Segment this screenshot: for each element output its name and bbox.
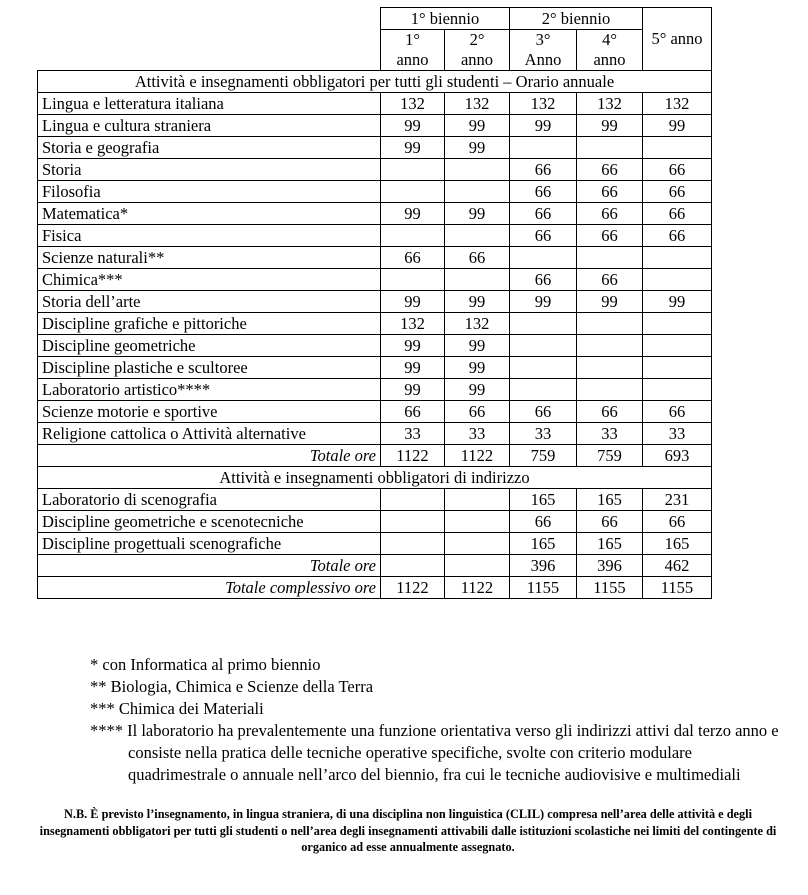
header-year-1: 1° anno: [381, 30, 445, 71]
hours-cell: 462: [643, 555, 712, 577]
table-row: [38, 313, 712, 335]
hours-cell: 99: [445, 357, 510, 379]
hours-cell: 99: [445, 115, 510, 137]
header-blank-cell: [38, 8, 381, 71]
hours-cell: [577, 379, 643, 401]
header-fifth-year: 5° anno: [643, 8, 712, 71]
hours-cell: 99: [381, 357, 445, 379]
table-row: [38, 291, 712, 313]
hours-cell: 66: [577, 203, 643, 225]
hours-cell: 66: [510, 203, 577, 225]
hours-cell: [445, 225, 510, 247]
total-row: [38, 445, 712, 467]
hours-cell: [381, 181, 445, 203]
hours-cell: 66: [577, 401, 643, 423]
hours-cell: 165: [510, 489, 577, 511]
hours-cell: 66: [510, 159, 577, 181]
hours-cell: 99: [510, 291, 577, 313]
subject-name: Discipline geometriche e scenotecniche: [38, 511, 381, 533]
table-row: [38, 225, 712, 247]
table-row: [38, 379, 712, 401]
hours-cell: 66: [381, 401, 445, 423]
hours-cell: 132: [643, 93, 712, 115]
hours-cell: 66: [510, 401, 577, 423]
hours-cell: 99: [381, 203, 445, 225]
table-row: [38, 203, 712, 225]
table-row: [38, 511, 712, 533]
subject-name: Storia e geografia: [38, 137, 381, 159]
hours-cell: 396: [577, 555, 643, 577]
hours-cell: 99: [643, 291, 712, 313]
header-second-biennium: 2° biennio: [510, 8, 643, 30]
grand-total-label: Totale complessivo ore: [38, 577, 381, 599]
hours-cell: [643, 335, 712, 357]
table-row: [38, 401, 712, 423]
table-row: [38, 181, 712, 203]
hours-cell: 66: [643, 401, 712, 423]
hours-cell: [643, 269, 712, 291]
hours-cell: 1122: [381, 577, 445, 599]
hours-cell: 66: [643, 181, 712, 203]
subject-name: Scienze naturali**: [38, 247, 381, 269]
subject-name: Fisica: [38, 225, 381, 247]
subject-name: Religione cattolica o Attività alternative: [38, 423, 381, 445]
hours-cell: 1122: [445, 445, 510, 467]
hours-cell: [445, 181, 510, 203]
hours-cell: [510, 137, 577, 159]
subject-name: Discipline progettuali scenografiche: [38, 533, 381, 555]
hours-cell: [381, 225, 445, 247]
hours-cell: 33: [643, 423, 712, 445]
hours-cell: 33: [577, 423, 643, 445]
table-row: [38, 115, 712, 137]
hours-cell: [381, 159, 445, 181]
hours-cell: 759: [510, 445, 577, 467]
table-row: [38, 93, 712, 115]
hours-cell: 1122: [381, 445, 445, 467]
subject-name: Discipline grafiche e pittoriche: [38, 313, 381, 335]
hours-cell: 693: [643, 445, 712, 467]
table-row: [38, 137, 712, 159]
hours-cell: 99: [381, 115, 445, 137]
hours-cell: 165: [510, 533, 577, 555]
table-row: [38, 533, 712, 555]
hours-cell: 99: [445, 335, 510, 357]
hours-cell: 99: [445, 203, 510, 225]
total-row: [38, 555, 712, 577]
table-row: [38, 247, 712, 269]
hours-cell: 99: [381, 291, 445, 313]
hours-cell: [577, 357, 643, 379]
subject-name: Laboratorio artistico****: [38, 379, 381, 401]
hours-cell: 165: [643, 533, 712, 555]
nb-clil-note: N.B. È previsto l’insegnamento, in lingua straniera, di una disciplina non linguistica (CLIL) compresa nell’area delle attività e degli insegnamenti obbligatori per tutti gli studenti o nell’area degli insegnamenti attivabili dalle istituzioni scolastiche nei limiti del contingente di organico ad esse annualmente assegnato.: [39, 807, 777, 854]
hours-cell: 99: [381, 335, 445, 357]
hours-cell: 66: [381, 247, 445, 269]
hours-cell: 66: [510, 181, 577, 203]
footnote-informatica: * con Informatica al primo biennio: [90, 655, 321, 674]
hours-cell: 66: [577, 225, 643, 247]
hours-cell: 66: [643, 511, 712, 533]
section-title-row: [38, 467, 712, 489]
hours-cell: 99: [445, 379, 510, 401]
hours-cell: [445, 489, 510, 511]
header-year-4: 4° anno: [577, 30, 643, 71]
hours-cell: [510, 247, 577, 269]
hours-cell: 132: [381, 313, 445, 335]
hours-cell: 66: [577, 181, 643, 203]
subject-name: Scienze motorie e sportive: [38, 401, 381, 423]
hours-cell: 99: [445, 291, 510, 313]
hours-cell: 66: [643, 203, 712, 225]
hours-cell: [445, 159, 510, 181]
grand-total-row: [38, 577, 712, 599]
hours-cell: 66: [577, 511, 643, 533]
hours-cell: [381, 555, 445, 577]
hours-cell: [577, 137, 643, 159]
footnote-chimica: *** Chimica dei Materiali: [90, 699, 264, 718]
hours-cell: 1155: [510, 577, 577, 599]
hours-cell: 165: [577, 489, 643, 511]
hours-cell: [643, 137, 712, 159]
hours-cell: 1155: [643, 577, 712, 599]
hours-cell: [381, 511, 445, 533]
section-title: Attività e insegnamenti obbligatori di indirizzo: [38, 467, 712, 489]
hours-cell: 66: [577, 159, 643, 181]
hours-cell: 66: [445, 247, 510, 269]
table-row: [38, 269, 712, 291]
hours-cell: 33: [510, 423, 577, 445]
subject-name: Laboratorio di scenografia: [38, 489, 381, 511]
footnote-biologia: ** Biologia, Chimica e Scienze della Terra: [90, 677, 374, 696]
total-label: Totale ore: [38, 445, 381, 467]
hours-cell: [643, 379, 712, 401]
hours-cell: 99: [577, 291, 643, 313]
hours-cell: 99: [577, 115, 643, 137]
section-title-row: [38, 71, 712, 93]
subject-name: Lingua e cultura straniera: [38, 115, 381, 137]
hours-cell: 132: [445, 313, 510, 335]
timetable: [37, 7, 712, 599]
hours-cell: 66: [510, 269, 577, 291]
timetable-body: [38, 71, 712, 599]
table-row: [38, 357, 712, 379]
hours-cell: 99: [510, 115, 577, 137]
hours-cell: 66: [577, 269, 643, 291]
subject-name: Chimica***: [38, 269, 381, 291]
hours-cell: [510, 379, 577, 401]
hours-cell: 231: [643, 489, 712, 511]
hours-cell: 66: [445, 401, 510, 423]
hours-cell: [643, 313, 712, 335]
hours-cell: 396: [510, 555, 577, 577]
hours-cell: 66: [510, 225, 577, 247]
hours-cell: [381, 533, 445, 555]
hours-cell: 33: [445, 423, 510, 445]
hours-cell: [577, 313, 643, 335]
hours-cell: 99: [643, 115, 712, 137]
subject-name: Filosofia: [38, 181, 381, 203]
subject-name: Matematica*: [38, 203, 381, 225]
hours-cell: 132: [381, 93, 445, 115]
timetable-header: [38, 8, 712, 71]
hours-cell: 1122: [445, 577, 510, 599]
hours-cell: 66: [643, 225, 712, 247]
hours-cell: 132: [577, 93, 643, 115]
hours-cell: [510, 313, 577, 335]
hours-cell: 66: [643, 159, 712, 181]
hours-cell: 66: [510, 511, 577, 533]
section-title: Attività e insegnamenti obbligatori per tutti gli studenti – Orario annuale: [38, 71, 712, 93]
hours-cell: 132: [445, 93, 510, 115]
total-label: Totale ore: [38, 555, 381, 577]
header-year-2: 2° anno: [445, 30, 510, 71]
subject-name: Storia: [38, 159, 381, 181]
hours-cell: [510, 357, 577, 379]
subject-name: Lingua e letteratura italiana: [38, 93, 381, 115]
hours-cell: 132: [510, 93, 577, 115]
hours-cell: 99: [381, 379, 445, 401]
hours-cell: [577, 247, 643, 269]
hours-cell: 99: [381, 137, 445, 159]
footnotes: [90, 654, 780, 786]
hours-cell: 165: [577, 533, 643, 555]
subject-name: Discipline plastiche e scultoree: [38, 357, 381, 379]
subject-name: Storia dell’arte: [38, 291, 381, 313]
hours-cell: 33: [381, 423, 445, 445]
table-row: [38, 489, 712, 511]
footnote-laboratorio: **** Il laboratorio ha prevalentemente una funzione orientativa verso gli indirizzi attivi dal terzo anno e consiste nella pratica delle tecniche operative specifiche, svolte con criterio modulare quadrimestrale o annuale nell’arco del biennio, fra cui le tecniche audiovisive e multimediali: [90, 721, 779, 784]
table-row: [38, 159, 712, 181]
hours-cell: [643, 357, 712, 379]
hours-cell: [577, 335, 643, 357]
hours-cell: [445, 555, 510, 577]
hours-cell: 759: [577, 445, 643, 467]
hours-cell: [445, 533, 510, 555]
header-year-3: 3° Anno: [510, 30, 577, 71]
table-row: [38, 423, 712, 445]
subject-name: Discipline geometriche: [38, 335, 381, 357]
hours-cell: [510, 335, 577, 357]
hours-cell: [445, 511, 510, 533]
hours-cell: [445, 269, 510, 291]
hours-cell: 1155: [577, 577, 643, 599]
table-row: [38, 335, 712, 357]
hours-cell: 99: [445, 137, 510, 159]
hours-cell: [381, 269, 445, 291]
header-first-biennium: 1° biennio: [381, 8, 510, 30]
hours-cell: [381, 489, 445, 511]
hours-cell: [643, 247, 712, 269]
